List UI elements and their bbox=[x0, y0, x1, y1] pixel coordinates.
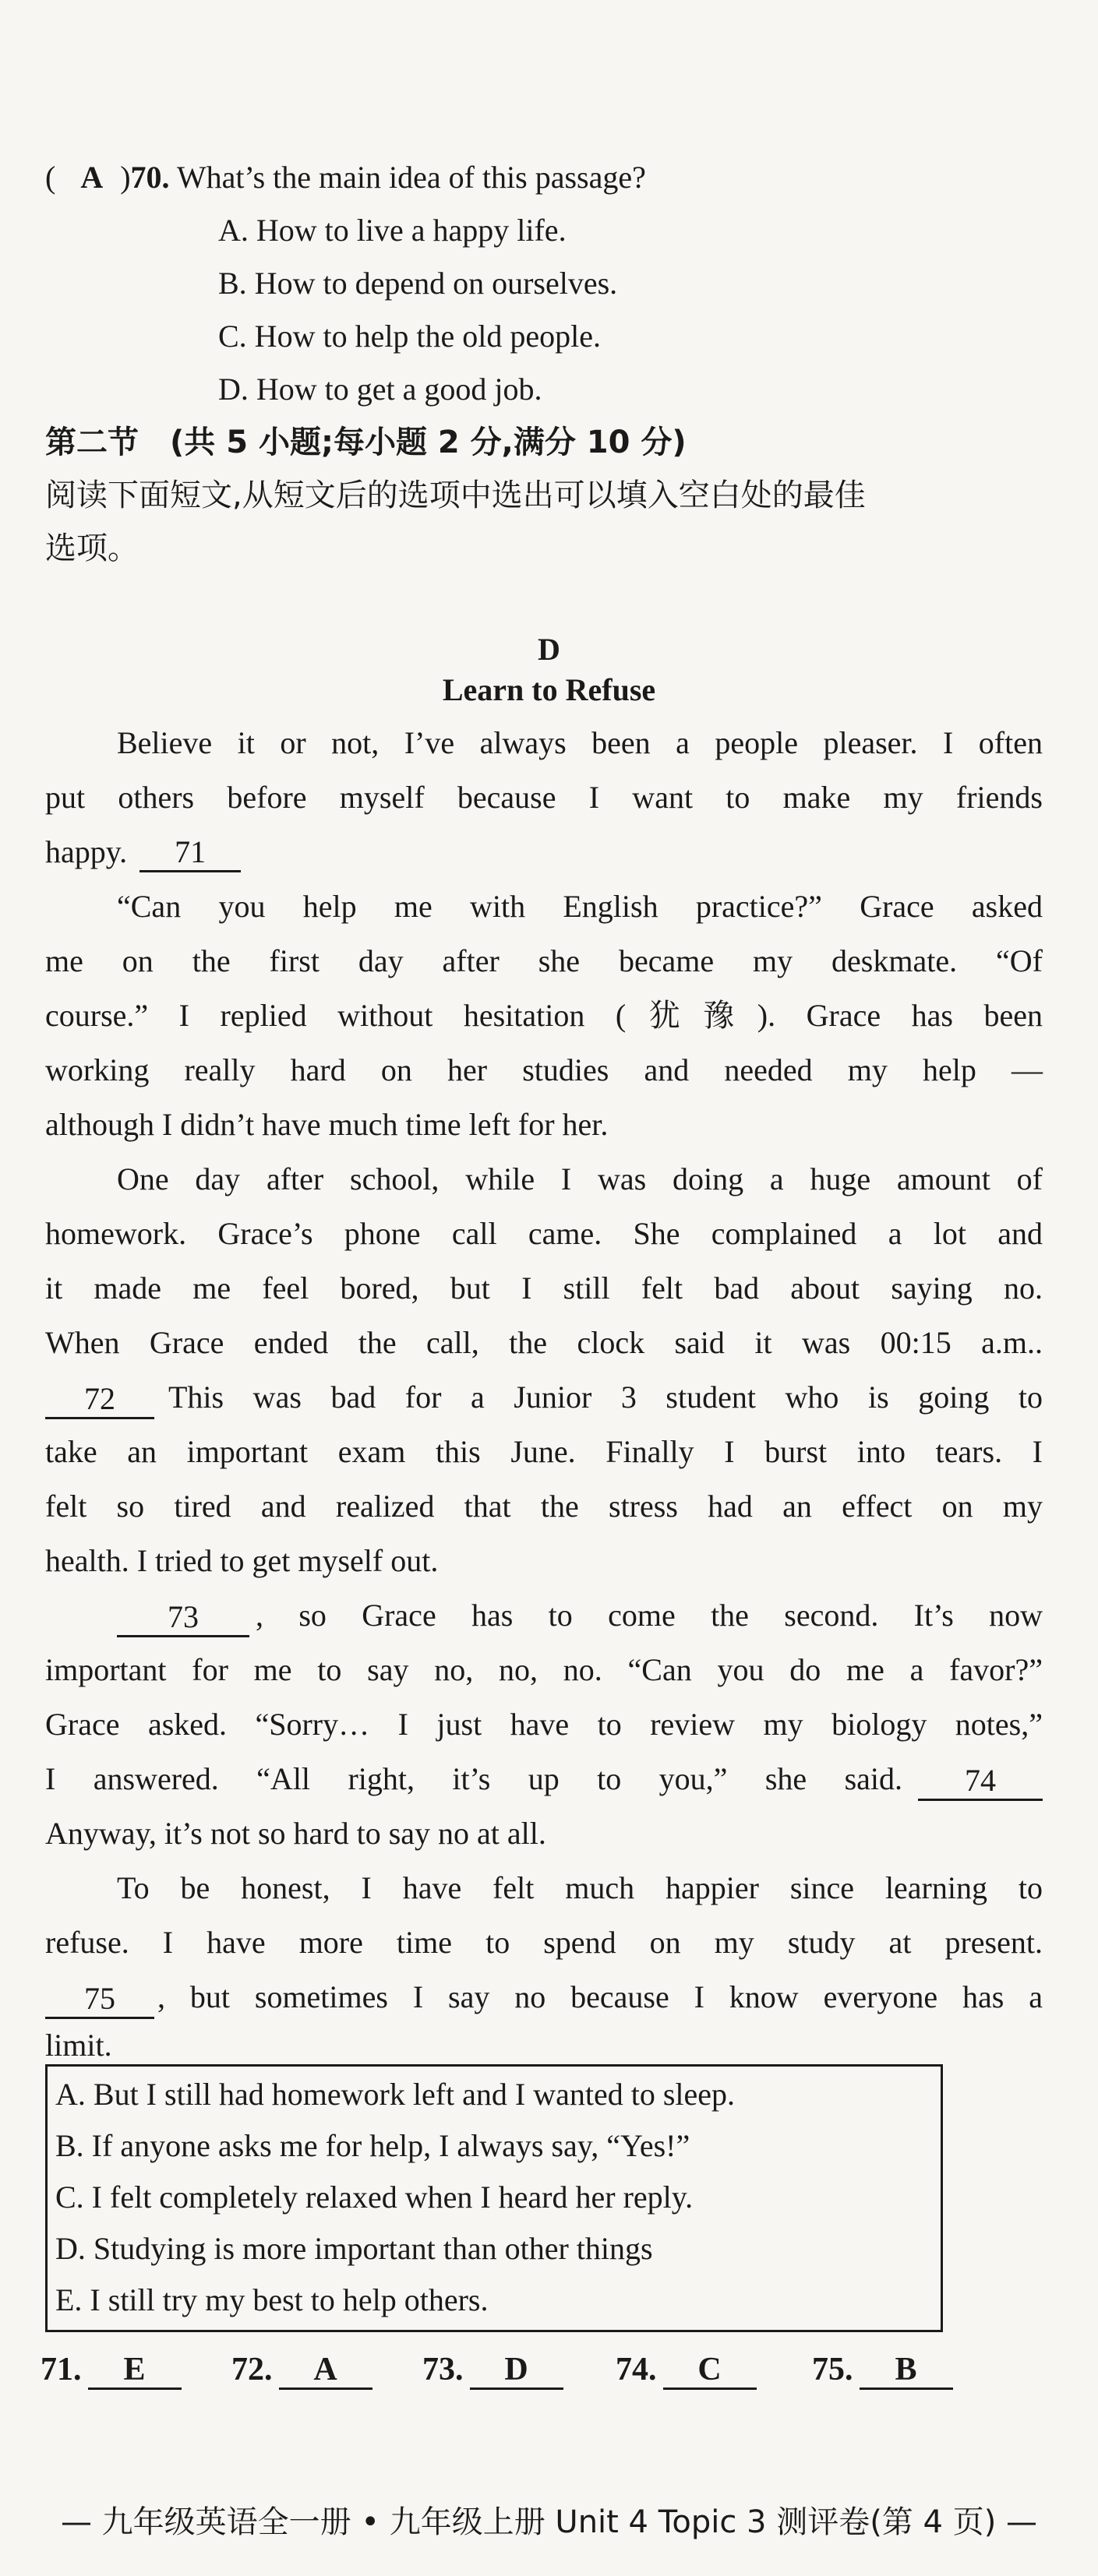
p1-line-2: put others before myself because I want to make my friends bbox=[45, 780, 1043, 815]
answer-74 bbox=[616, 2351, 761, 2390]
choice-d: D. Studying is more important than other things bbox=[55, 2231, 653, 2266]
p4-line-4 bbox=[45, 1757, 1043, 1801]
choices-box bbox=[45, 2064, 943, 2332]
q70-number: 70. bbox=[130, 160, 170, 195]
section-title: 第二节 (共 5 小题;每小题 2 分,满分 10 分) bbox=[45, 425, 687, 460]
answer-73 bbox=[422, 2351, 568, 2390]
p2-line-2: me on the first day after she became my deskmate. “Of bbox=[45, 943, 1043, 978]
p4-line-4-text: I answered. “All right, it’s up to you,” she said. bbox=[45, 1761, 902, 1796]
blank-72: 72 bbox=[45, 1381, 154, 1419]
p1-line-3 bbox=[45, 830, 245, 874]
p3-line-3: it made me feel bored, but I still felt bad about saying no. bbox=[45, 1270, 1043, 1306]
q70-option-d: D. How to get a good job. bbox=[218, 372, 542, 407]
p1-line-1: Believe it or not, I’ve always been a people pleaser. I often bbox=[117, 725, 1043, 760]
p5-line-2: refuse. I have more time to spend on my study at present. bbox=[45, 1925, 1043, 1960]
p2-line-4: working really hard on her studies and needed my help — bbox=[45, 1052, 1043, 1087]
q70-answer: A bbox=[80, 160, 104, 195]
blank-75: 75 bbox=[45, 1981, 154, 2019]
section-instruction-2: 选项。 bbox=[45, 530, 139, 566]
p4-line-5: Anyway, it’s not so hard to say no at all. bbox=[45, 1816, 546, 1851]
q70-option-c: C. How to help the old people. bbox=[218, 319, 602, 354]
blank-74: 74 bbox=[918, 1763, 1043, 1801]
p3-line-7: felt so tired and realized that the stress had an effect on my bbox=[45, 1489, 1043, 1524]
page-footer: — 九年级英语全一册 • 九年级上册 Unit 4 Topic 3 测评卷(第 4 页) — bbox=[60, 2504, 1038, 2540]
p3-line-2: homework. Grace’s phone call came. She complained a lot and bbox=[45, 1216, 1043, 1251]
choice-c: C. I felt completely relaxed when I heard her reply. bbox=[55, 2180, 694, 2215]
choice-a: A. But I still had homework left and I wanted to sleep. bbox=[55, 2077, 736, 2112]
answer-value: D bbox=[470, 2352, 563, 2390]
q70-bracket-close: ) bbox=[120, 160, 131, 195]
choice-b: B. If anyone asks me for help, I always say, “Yes!” bbox=[55, 2128, 690, 2163]
p2-line-5: although I didn’t have much time left for her. bbox=[45, 1107, 609, 1142]
answer-72 bbox=[231, 2351, 377, 2390]
p3-line-1: One day after school, while I was doing a huge amount of bbox=[117, 1161, 1043, 1196]
p2-line-1: “Can you help me with English practice?” Grace asked bbox=[117, 889, 1043, 924]
answer-value: E bbox=[88, 2352, 182, 2390]
p2-line-3: course.” I replied without hesitation (犹豫). Grace has been bbox=[45, 998, 1043, 1033]
answer-71 bbox=[41, 2351, 186, 2390]
p4-line-2: important for me to say no, no, no. “Can you do me a favor?” bbox=[45, 1652, 1043, 1687]
passage-letter: D bbox=[538, 632, 560, 667]
p3-line-5 bbox=[45, 1376, 1043, 1419]
q70-option-a: A. How to live a happy life. bbox=[218, 213, 567, 248]
p5-line-3 bbox=[45, 1975, 1043, 2019]
p5-line-1: To be honest, I have felt much happier since learning to bbox=[117, 1870, 1043, 1905]
p5-line-4: limit. bbox=[45, 2028, 112, 2063]
answer-value: C bbox=[663, 2352, 757, 2390]
answer-value: A bbox=[279, 2352, 372, 2390]
answer-number: 74. bbox=[616, 2352, 657, 2387]
answer-number: 71. bbox=[41, 2352, 82, 2387]
answer-value: B bbox=[860, 2352, 953, 2390]
p4-line-1-text: , so Grace has to come the second. It’s now bbox=[256, 1598, 1043, 1633]
answer-number: 72. bbox=[231, 2352, 273, 2387]
blank-71: 71 bbox=[139, 834, 241, 872]
question-70 bbox=[45, 156, 646, 199]
p1-line-3-text: happy. bbox=[45, 834, 128, 869]
p4-line-1 bbox=[117, 1594, 1043, 1637]
p3-line-6: take an important exam this June. Finally I burst into tears. I bbox=[45, 1434, 1043, 1469]
passage-title: Learn to Refuse bbox=[442, 672, 656, 707]
answer-number: 73. bbox=[422, 2352, 464, 2387]
p5-line-3-text: , but sometimes I say no because I know everyone has a bbox=[157, 1979, 1043, 2014]
answer-number: 75. bbox=[812, 2352, 853, 2387]
p3-line-8: health. I tried to get myself out. bbox=[45, 1543, 439, 1578]
p3-line-5-text: This was bad for a Junior 3 student who is going to bbox=[168, 1380, 1043, 1415]
q70-stem: What’s the main idea of this passage? bbox=[176, 160, 646, 195]
choice-e: E. I still try my best to help others. bbox=[55, 2282, 489, 2317]
section-instruction-1: 阅读下面短文,从短文后的选项中选出可以填入空白处的最佳 bbox=[45, 477, 866, 513]
q70-bracket-open: ( bbox=[45, 160, 56, 195]
p3-line-4: When Grace ended the call, the clock said it was 00:15 a.m.. bbox=[45, 1325, 1043, 1360]
blank-73: 73 bbox=[117, 1599, 249, 1637]
answer-75 bbox=[812, 2351, 958, 2390]
q70-option-b: B. How to depend on ourselves. bbox=[218, 266, 618, 301]
p4-line-3: Grace asked. “Sorry… I just have to review my biology notes,” bbox=[45, 1707, 1043, 1742]
